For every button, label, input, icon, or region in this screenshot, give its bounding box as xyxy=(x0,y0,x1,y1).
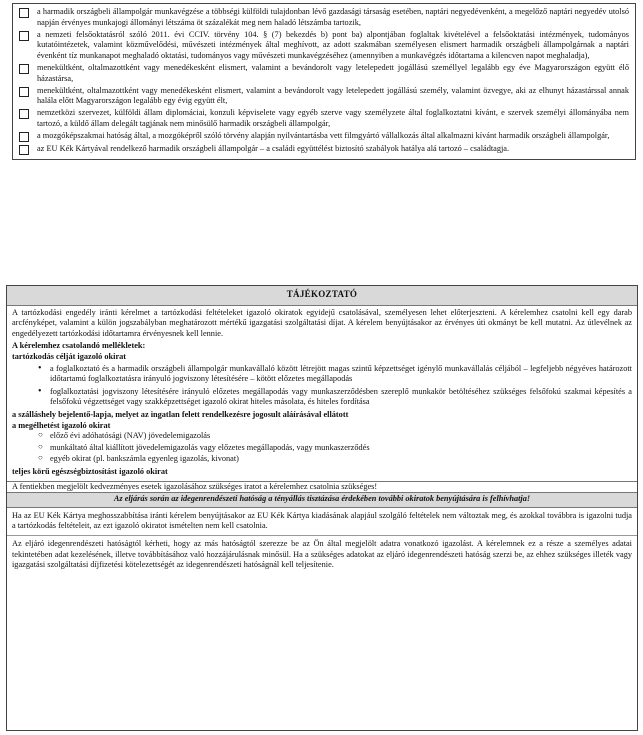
checkbox[interactable] xyxy=(19,64,29,74)
checklist-item-text: nemzetközi szervezet, külföldi állam diplomáciai, konzuli képviselete vagy egyéb szerve vagy személyzete által foglalkoztatni kívánt, e szervek személyi állományába nem tartozó, a küldő állam delegált tagjának nem minősülő harmadik országbeli állampolgár, xyxy=(37,108,629,129)
accommodation-heading: a szálláshely bejelentő-lapja, melyet az ingatlan felett rendelkezésre jogosult aláírásával ellátott xyxy=(12,410,349,419)
list-item: ○ munkáltató által kiállított jövedelemigazolás vagy előzetes megállapodás, vagy munkaszerződés xyxy=(38,443,632,454)
checkbox[interactable] xyxy=(19,87,29,97)
list-item: ○ előző évi adóhatósági (NAV) jövedelemigazolás xyxy=(38,431,632,442)
list-item: ○ egyéb okirat (pl. bankszámla egyenleg igazolás, kivonat) xyxy=(38,454,632,465)
warning-band: Az eljárás során az idegenrendészeti hatóság a tényállás tisztázása érdekében további okiratok benyújtására is felhívhatja! xyxy=(7,493,637,508)
list-item: • foglalkoztatási jogviszony létesítésére irányuló előzetes megállapodás vagy munkaszerződésben szereplő munkakör betöltéséhez szükséges felsőfokú szakmai képesítés a felsőfokú végzettséget vagy szakképzettséget igazoló okirat hiteles másolata, és hiteles fordítása xyxy=(38,387,632,408)
checkbox[interactable] xyxy=(19,31,29,41)
checklist-box xyxy=(12,3,636,160)
checklist-item xyxy=(19,131,629,142)
livelihood-list xyxy=(12,431,632,465)
note-band xyxy=(7,481,637,494)
checklist-item xyxy=(19,108,629,129)
attachments-heading: A kérelemhez csatolandó mellékletek: xyxy=(12,341,146,351)
checklist-item xyxy=(19,7,629,28)
list-item: • a foglalkoztató és a harmadik országbeli állampolgár munkavállaló között létrejött magas szintű képzettséget igénylő munkavállalás céljából – legfeljebb négyéves határozott időtartamú foglalkoztatásra irányuló jogviszony létesítésére – kötött előzetes megállapodás xyxy=(38,364,632,385)
info-box xyxy=(6,285,638,731)
checklist-item-text: az EU Kék Kártyával rendelkező harmadik országbeli állampolgár – a családi együttélést biztosító szabályok hatálya alá tartozó – családtagja. xyxy=(37,143,510,153)
info-body xyxy=(7,306,637,571)
checklist-item xyxy=(19,86,629,107)
bluecard-paragraph: Ha az EU Kék Kártya meghosszabbítása iránti kérelem benyújtásakor az EU Kék Kártya kiadásának alapjául szolgáló feltételek nem változtak meg, és azokkal továbbra is igazolni tudja a tartózkodás feltételeit, az ezt igazoló okiratot ismételten nem kell csatolnia. xyxy=(12,510,632,531)
checklist-item-text: a mozgóképszakmai hatóság által, a mozgóképről szóló törvény alapján nyilvántartásba vett filmgyártó vállalkozás által alkalmazni kívánt harmadik országbeli állampolgár, xyxy=(37,131,610,141)
insurance-heading: teljes körű egészségbiztosítást igazoló okirat xyxy=(12,467,168,477)
data-request-paragraph: Az eljáró idegenrendészeti hatóságtól kérheti, hogy az más hatóságtól szerezze be az Ön által megjelölt adatra vonatkozó igazolást. A kérelemnek ez a része a személyes adatai tekintetében adat kezelésének, illetve továbbításához való hozzájárulásnak minősül. Ha a szükséges adatokat az eljáró idegenrendészeti hatóság szerzi be, az ehhez szükséges illeték vagy igazgatási szolgáltatási díjfizetési kötelezettségét az idegenrendészeti hatóságnál kell teljesítenie. xyxy=(12,539,632,570)
checkbox[interactable] xyxy=(19,145,29,155)
checklist-item-text: a nemzeti felsőoktatásról szóló 2011. évi CCIV. törvény 104. § (7) bekezdés b) pont ba) alpontjában foglaltak kivételével a felsőoktatási intézmények, tudományos kutatóintézetek, valamint közművelődési, művészeti intézmények által meghívott, az adott szakmában személyesen elismert harmadik országbeli állampolgárnak a naptári évenként tíz munkanapot meghaladó oktatási, tudományos vagy művészeti munkavégzéséhez (amennyiben a munkavégzés időtartama a kilencven napot meghaladja), xyxy=(37,29,629,60)
checklist-item-text: menekültként, oltalmazottként vagy menedékesként elismert, valamint a bevándorolt vagy letelepedett jogállású személy, valamint özvegye, aki az elhunyt házastárssal annak halála előtt Magyarországon legalább egy évig együtt élt, xyxy=(37,85,629,106)
purpose-list xyxy=(12,364,632,408)
note-text: A fentiekben megjelölt kedvezményes esetek igazolásához szükséges iratot a kérelemhez csatolnia szükséges! xyxy=(12,481,378,491)
info-intro: A tartózkodási engedély iránti kérelmet a tartózkodási feltételeket igazoló okiratok egyidejű csatolásával, személyesen lehet előterjeszteni. A kérelemhez csatolni kell egy darab arcfényképet, valamint a külön jogszabályban meghatározott mértékű igazgatási szolgáltatási díjat. A kérelem benyújtásakor az érvényes úti okmányt be kell mutatni. Az útlevélnek az engedélyezett tartózkodási időtartamra érvényesnek kell lennie. xyxy=(12,307,632,338)
divider xyxy=(7,535,637,536)
checklist-item xyxy=(19,30,629,62)
livelihood-heading: a megélhetést igazoló okirat xyxy=(12,420,111,430)
checklist-item-text: menekültként, oltalmazottként vagy menedékesként elismert, valamint a bevándorolt vagy letelepedett jogállású személlyel legalább egy éve Magyarországon együtt élő házastársa, xyxy=(37,63,629,83)
checkbox[interactable] xyxy=(19,8,29,18)
checklist-item xyxy=(19,63,629,84)
checklist-item-text: a harmadik országbeli állampolgár munkavégzése a többségi külföldi tulajdonban lévő gazdasági társaság esetében, naptári negyedévenként, a megelőző naptári negyedév utolsó napján érvényes munkajogi állományi létszáma öt százalékát meg nem haladó létszámba tartozik, xyxy=(37,7,629,27)
purpose-heading: tartózkodás célját igazoló okirat xyxy=(12,351,127,361)
checkbox[interactable] xyxy=(19,109,29,119)
checkbox[interactable] xyxy=(19,132,29,142)
checklist-item xyxy=(19,144,629,155)
info-title: TÁJÉKOZTATÓ xyxy=(7,286,637,306)
